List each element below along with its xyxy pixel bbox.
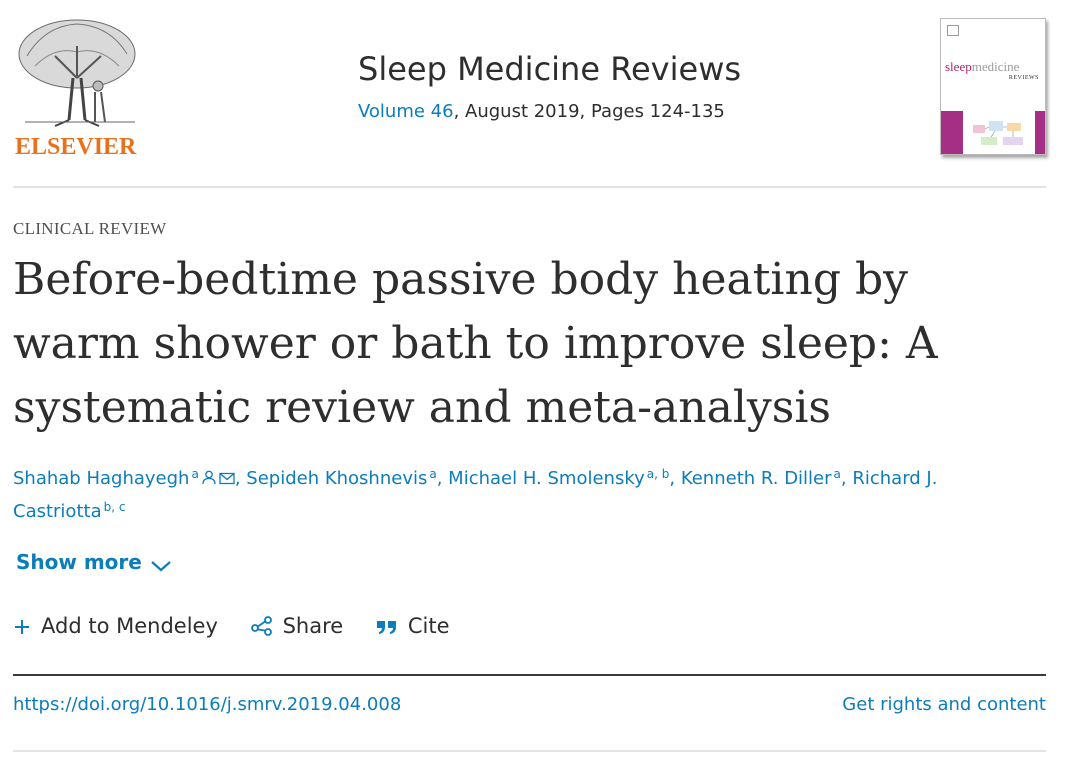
footer-divider <box>13 750 1046 752</box>
volume-link[interactable]: Volume 46 <box>358 101 454 122</box>
publisher-name: ELSEVIER <box>15 134 137 160</box>
article-page <box>13 0 1046 765</box>
author-link[interactable] <box>448 468 669 489</box>
cover-band-right <box>1035 111 1045 154</box>
author-link[interactable] <box>246 468 436 489</box>
author-name: Sepideh Khoshnevis <box>246 468 428 489</box>
article-title: Before-bedtime passive body heating by warm shower or bath to improve sleep: A systematic review and meta-analysis <box>13 254 938 433</box>
show-more-button[interactable] <box>16 550 172 574</box>
author-separator: , <box>669 468 681 489</box>
cover-figure-graphic <box>971 119 1031 149</box>
share-icon <box>251 616 273 636</box>
author-affiliation: a <box>833 467 841 481</box>
chevron-down-icon <box>150 559 172 573</box>
article-actions <box>13 614 476 638</box>
author-name: Kenneth R. Diller <box>680 468 832 489</box>
add-to-mendeley-label: Add to Mendeley <box>41 614 218 638</box>
author-affiliation: a, b <box>646 467 670 481</box>
add-to-mendeley-button[interactable] <box>13 614 218 638</box>
quote-icon <box>376 618 398 636</box>
actions-divider <box>13 674 1046 676</box>
author-link[interactable] <box>13 468 235 489</box>
author-affiliation: b, c <box>103 500 126 514</box>
share-button[interactable] <box>251 614 344 638</box>
journal-title[interactable]: Sleep Medicine Reviews <box>358 50 742 88</box>
article-header <box>13 0 1046 187</box>
get-rights-link[interactable]: Get rights and content <box>842 694 1046 715</box>
show-more-label: Show more <box>16 550 142 574</box>
author-name: Michael H. Smolensky <box>448 468 645 489</box>
cover-title: sleepmedicine <box>945 59 1020 74</box>
doi-link[interactable]: https://doi.org/10.1016/j.smrv.2019.04.008 <box>13 694 402 715</box>
cover-subtitle: REVIEWS <box>1008 75 1039 81</box>
journal-block <box>358 50 741 122</box>
journal-cover-image[interactable] <box>940 18 1046 155</box>
journal-issue-info <box>358 101 741 122</box>
elsevier-tree-icon <box>15 16 139 128</box>
elsevier-logo[interactable] <box>13 16 141 161</box>
person-icon <box>202 464 216 496</box>
author-separator: , <box>234 468 247 489</box>
cover-band <box>941 111 963 154</box>
author-name: Richard J. Castriotta <box>13 468 938 522</box>
envelope-icon <box>219 464 235 496</box>
author-separator: , <box>436 468 449 489</box>
header-divider <box>13 186 1046 188</box>
author-separator: , <box>840 468 853 489</box>
cite-label: Cite <box>407 614 450 638</box>
article-type-label: CLINICAL REVIEW <box>13 219 167 238</box>
author-name: Shahab Haghayegh <box>13 468 190 489</box>
author-list <box>13 463 1023 528</box>
cover-publisher-icon <box>947 25 959 36</box>
author-link[interactable] <box>681 468 841 489</box>
cite-button[interactable] <box>376 614 450 638</box>
author-affiliation: a <box>429 467 437 481</box>
author-affiliation: a <box>191 467 199 481</box>
plus-icon <box>13 618 31 636</box>
issue-details: , August 2019, Pages 124-135 <box>453 101 725 122</box>
share-label: Share <box>282 614 344 638</box>
